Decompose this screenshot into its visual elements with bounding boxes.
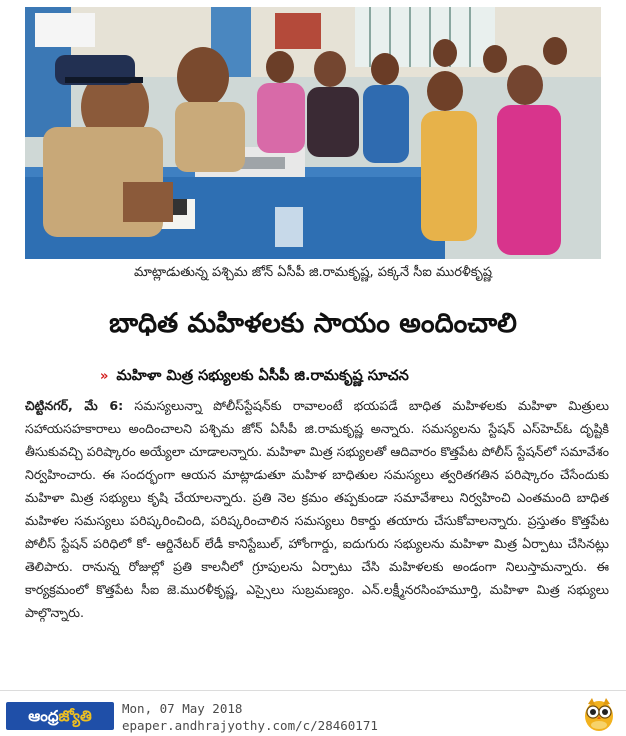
- footer-divider: [0, 690, 626, 691]
- publication-date: Mon, 07 May 2018: [122, 701, 243, 716]
- article-body: [25, 394, 609, 674]
- andhrajyothy-logo[interactable]: [6, 702, 114, 730]
- article-subheadline: [100, 365, 580, 387]
- article-body-text: సమస్యలున్నా పోలీస్‌స్టేషన్‌కు రావాలంటే భయపడే బాధిత మహిళలకు మహిళా మిత్రులు సహాయసహకారాలు అందించాలని పశ్చిమ జోన్ ఏసీపీ జి.రామకృష్ణ అన్నారు. సమస్యలను స్టేషన్ ఎస్‌హెచ్‌ఓ దృష్టికి తీసుకువచ్చి పరిష్కారం అయ్యేలా చూడాలన్నారు. మహిళా మిత్ర సభ్యులతో ఆదివారం కొత్తపేట పోలీస్ స్టేషన్‌లో సమావేశం నిర్వహించారు. ఈ సందర్భంగా ఆయన మాట్లాడుతూ మహిళ బాధితుల సమస్యలు త్వరితగతిన పరిష్కారం చేసేందుకు మహిళా మిత్ర సభ్యులు కృషి చేయాలన్నారు. ప్రతి నెల క్రమం తప్పకుండా సమావేశాలు నిర్వహించి ఎంతమంది బాధిత మహిళల సమస్యలు పరిష్కరించింది, పరిష్కరించాలిన సమస్యలు రికార్డు తయారు చేసుకోవాలన్నారు. ప్రస్తుతం కొత్తపేట పోలీస్ స్టేషన్ పరిధిలో కో- ఆర్డినేటర్ లేడీ కానిస్టేబుల్, హోంగార్డు, ఐదుగురు సభ్యులను మహిళా మిత్ర ఏర్పాటు చేసినట్లు తెలిపారు. రానున్న రోజుల్లో ప్రతి కాలనీలో గ్రూపులను ఏర్పాటు చేసి మహిళలకు అండంగా నిలుస్తామన్నారు. ఈ కార్యక్రమంలో కొత్తపేట సీఐ జె.మురళీకృష్ణ, ఎస్సైలు సుబ్రమణ్యం. ఎన్.లక్ష్మీనరసింహమూర్తి, మహిళా మిత్ర సభ్యులు పాల్గొన్నారు.: [25, 398, 609, 620]
- owl-mascot-icon: [582, 696, 616, 732]
- subheadline-text: మహిళా మిత్ర సభ్యులకు ఏసీపీ జి.రామకృష్ణ సూచన: [116, 368, 409, 384]
- epaper-url-link[interactable]: epaper.andhrajyothy.com/c/28460171: [122, 718, 378, 733]
- article-headline: బాధిత మహిళలకు సాయం అందించాలి: [109, 308, 517, 339]
- article-dateline: చిట్టినగర్, మే 6:: [25, 398, 124, 413]
- news-photo: [25, 7, 601, 259]
- logo-text-part-a: ఆంధ్ర: [28, 707, 59, 725]
- arrow-icon: »: [100, 369, 109, 384]
- epaper-meta: [122, 700, 482, 734]
- logo-text-part-b: జ్యోతి: [58, 707, 92, 725]
- photo-caption: మాట్లాడుతున్న పశ్చిమ జోన్ ఏసీపీ జి.రామకృష్ణ, పక్కనే సీఐ మురళీకృష్ణ: [133, 265, 493, 280]
